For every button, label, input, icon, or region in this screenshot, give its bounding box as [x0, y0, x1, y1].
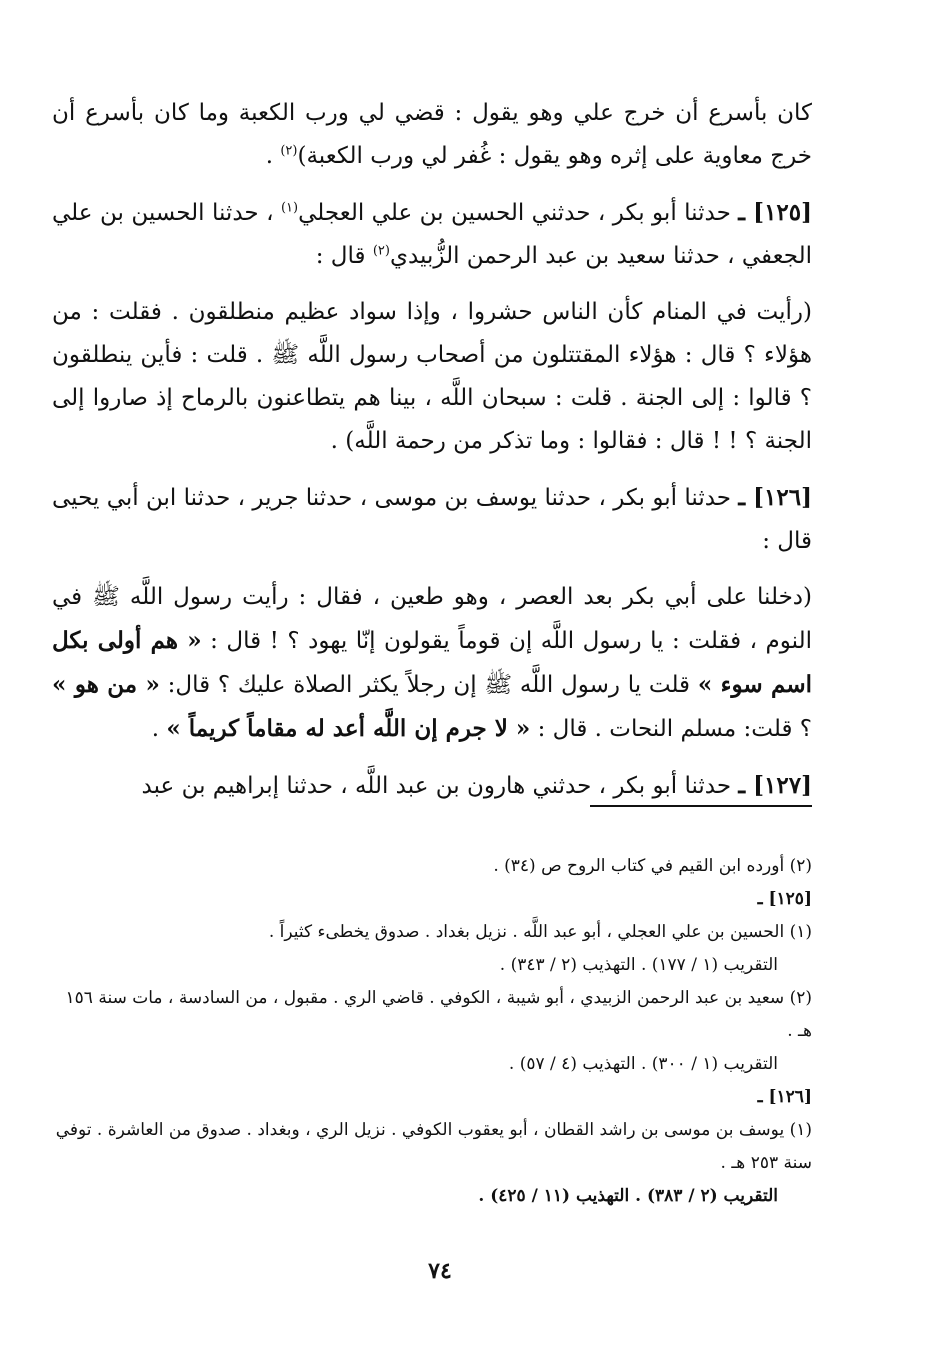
main-text	[52, 92, 812, 821]
hadith-125-text: (رأيت في المنام كأن الناس حشروا ، وإذا سواد عظيم منطلقون . فقلت : من هؤلاء ؟ قال : هؤلاء المقتتلون من أصحاب رسول اللَّه ﷺ . قلت : فأين ينطلقون ؟ قالوا : إلى الجنة . قلت : سبحان اللَّه ، بينا هم يتطاعنون بالرماح إذ صاروا إلى الجنة ؟ ! ! قال : فقالوا : وما تذكر من رحمة اللَّه) .	[52, 299, 812, 454]
page-number: ٧٤	[428, 1258, 452, 1284]
footnote: (١) الحسين بن علي العجلي ، أبو عبد اللَّه . نزيل بغداد . صدوق يخطىء كثيراً .	[268, 922, 812, 942]
hadith-126-text	[52, 576, 812, 751]
paragraph-1	[52, 92, 812, 178]
hadith-126-text-c: قلت يا رسول اللَّه ﷺ إن رجلاً يكثر الصلاة عليك ؟ قال:	[159, 672, 698, 698]
prophet-quote: « هم أولى بكل اسم سوء »	[52, 627, 813, 698]
hadith-126-text-g: .	[151, 716, 167, 742]
footnote-source: التقريب (١ / ٣٠٠) . التهذيب (٤ / ٥٧) .	[508, 1054, 778, 1074]
paragraph-1-text: كان بأسرع أن خرج علي وهو يقول : قضي لي ورب الكعبة وما كان بأسرع أن خرج معاوية على إثره وهو يقول : غُفر لي ورب الكعبة)	[52, 100, 812, 169]
hadith-125-chain-c: قال :	[315, 243, 373, 269]
hadith-125	[52, 191, 812, 278]
hadith-125-chain-b: ، حدثنا الحسين بن علي الجعفي ، حدثنا سعيد بن عبد الرحمن الزُّبيدي	[52, 200, 812, 269]
footnote: (٢) سعيد بن عبد الرحمن الزبيدي ، أبو شيبة ، الكوفي . قاضي الري . مقبول ، من السادسة ، مات سنة ١٥٦ هـ .	[65, 988, 812, 1041]
paragraph-1-end: .	[265, 143, 281, 169]
hadith-number: [١٢٦] ـ	[738, 484, 812, 511]
footnote-section-heading: [١٢٥] ـ	[757, 889, 812, 909]
hadith-126-text-a: (دخلنا على أبي بكر بعد العصر ، وهو طعين ، فقال : رأيت رسول اللَّه ﷺ في النوم ، فقلت : يا رسول اللَّه إن قوماً يقولون إنّا يهود ؟ ! قال :	[52, 584, 813, 654]
footnote-ref: (٢)	[372, 243, 390, 259]
footnote-ref: (٢)	[280, 143, 298, 159]
footnote-source: التقريب (١ / ١٧٧) . التهذيب (٢ / ٣٤٣) .	[499, 955, 778, 975]
prophet-quote: « من هو »	[52, 671, 160, 698]
footnote-ref: (١)	[280, 200, 299, 216]
footnote-source: التقريب (٢ / ٣٨٣) . التهذيب (١١ / ٤٢٥) .	[478, 1186, 778, 1206]
hadith-127	[52, 764, 812, 808]
footnote: (٢) أورده ابن القيم في كتاب الروح ص (٣٤) .	[493, 856, 812, 876]
hadith-125-chain-a: حدثنا أبو بكر ، حدثني الحسين بن علي العجلي	[298, 200, 739, 226]
hadith-number: [١٢٧] ـ	[738, 772, 812, 799]
footnote-divider	[590, 805, 812, 807]
hadith-126	[52, 476, 812, 563]
hadith-127-chain: حدثنا أبو بكر ، حدثني هارون بن عبد اللَّه ، حدثنا إبراهيم بن عبد	[141, 773, 739, 799]
footnote: (١) يوسف بن موسى بن راشد القطان ، أبو يعقوب الكوفي . نزيل الري ، وبغداد . صدوق من العاشرة . توفي سنة ٢٥٣ هـ .	[55, 1120, 812, 1173]
footnotes	[52, 850, 812, 1213]
prophet-quote: « لا جرم إن اللَّه أعد له مقاماً كريماً »	[166, 715, 531, 742]
footnote-section-heading: [١٢٦] ـ	[757, 1087, 812, 1107]
hadith-number: [١٢٥] ـ	[738, 199, 813, 226]
hadith-126-chain: حدثنا أبو بكر ، حدثنا يوسف بن موسى ، حدثنا جرير ، حدثنا ابن أبي يحيى قال :	[52, 485, 812, 554]
hadith-126-text-e: ؟ قلت: مسلم النحات . قال :	[530, 716, 812, 742]
